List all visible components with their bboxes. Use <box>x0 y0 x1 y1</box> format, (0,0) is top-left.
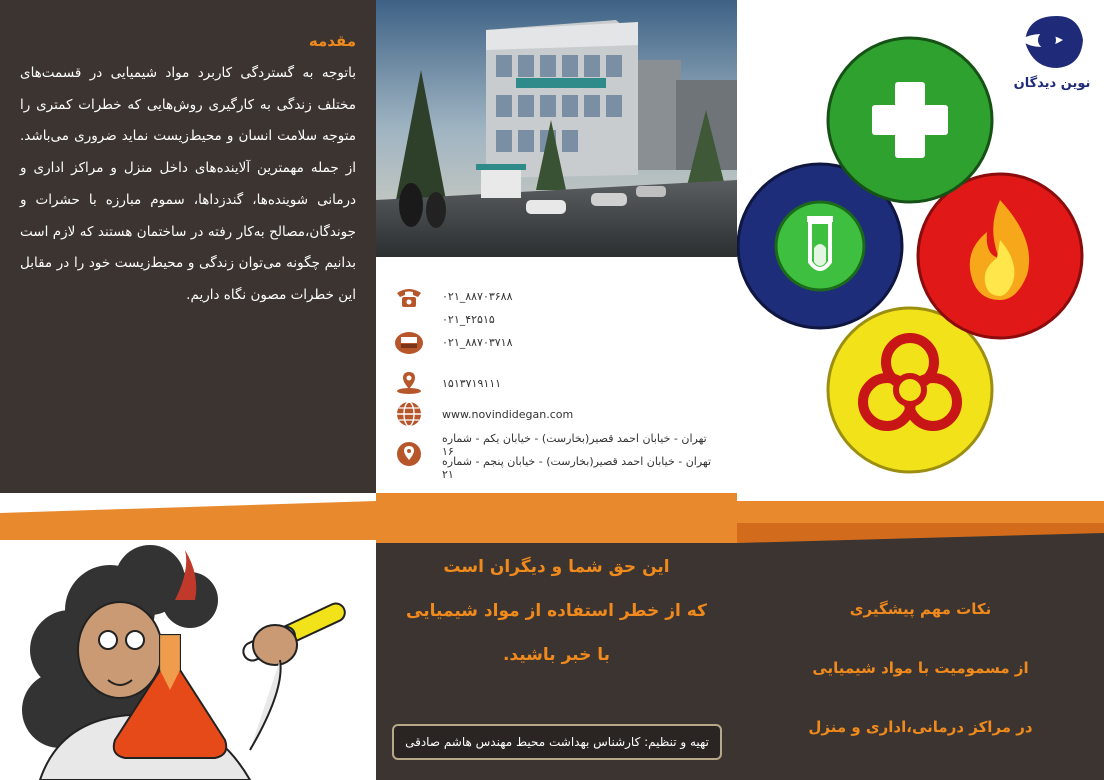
test-tube-icon <box>807 216 833 269</box>
postal-code: ۱۵۱۳۷۱۹۱۱۱ <box>442 377 502 390</box>
contact-panel <box>376 257 737 493</box>
logo <box>1007 10 1097 100</box>
tips-line-2: از مسمومیت با مواد شیمیایی <box>812 659 1029 677</box>
tips-message <box>737 580 1104 757</box>
right-panel <box>737 0 1104 493</box>
building-illustration <box>376 0 737 257</box>
plus-icon <box>872 82 948 158</box>
health-circle <box>828 38 992 202</box>
cartoon-scientist <box>0 540 376 780</box>
fire-circle <box>918 174 1082 338</box>
website-link[interactable]: www.novindidegan.com <box>442 408 574 421</box>
eye-logo-icon <box>1017 10 1087 72</box>
logo-text: نوین دیدگان <box>1013 76 1091 91</box>
biohazard-circle <box>828 308 992 472</box>
center-message-line-3: با خبر باشید. <box>502 645 611 665</box>
fax-icon <box>394 329 424 355</box>
phone-2: ۰۲۱_۴۲۵۱۵ <box>442 313 495 326</box>
intro-body: باتوجه به گستردگی کاربرد مواد شیمیایی در قسمت‌های مختلف زندگی به کارگیری روش‌هایی که خطرات کمتری را متوجه سلامت انسان و محیط‌زیست نماید ضروری می‌باشد. از جمله مهمترین آلاینده‌های داخل منزل و مراکز اداری و درمانی شوینده‌ها، گندزداها، سموم مبارزه با حشرات و جوندگان،مصالح به‌کار رفته در ساختمان هستند که لازم است بدانیم چگونه می‌توان زندگی و محیط‌زیست خود را در مقابل این خطرات مصون نگاه داریم. <box>20 65 356 304</box>
intro-title: مقدمه <box>308 32 356 50</box>
flame-icon <box>970 200 1029 300</box>
biohazard-icon <box>863 338 957 426</box>
center-message-line-1: این حق شما و دیگران است <box>443 557 670 577</box>
phone-1: ۰۲۱_۸۸۷۰۳۶۸۸ <box>442 290 513 303</box>
map-marker-icon <box>394 441 424 467</box>
tips-line-1: نکات مهم پیشگیری <box>849 600 992 618</box>
globe-icon <box>394 401 424 427</box>
intro-panel <box>0 0 376 510</box>
building-photo <box>376 0 737 257</box>
credit-box: تهیه و تنظیم: کارشناس بهداشت محیط مهندس هاشم صادقی <box>392 724 722 760</box>
chemical-circle <box>738 164 902 328</box>
center-message-line-2: که از خطر استفاده از مواد شیمیایی <box>406 601 707 621</box>
fax-number: ۰۲۱_۸۸۷۰۳۷۱۸ <box>442 336 513 349</box>
location-pin-icon <box>394 369 424 395</box>
address-1: تهران - خیابان احمد قصیر(بخارست) - خیابان یکم - شماره ۱۶ <box>442 432 707 458</box>
tips-line-3: در مراکز درمانی،اداری و منزل <box>808 718 1033 736</box>
phone-icon <box>394 285 424 311</box>
address-2: تهران - خیابان احمد قصیر(بخارست) - خیابان پنجم - شماره ۲۱ <box>442 455 712 481</box>
center-message <box>376 545 737 677</box>
